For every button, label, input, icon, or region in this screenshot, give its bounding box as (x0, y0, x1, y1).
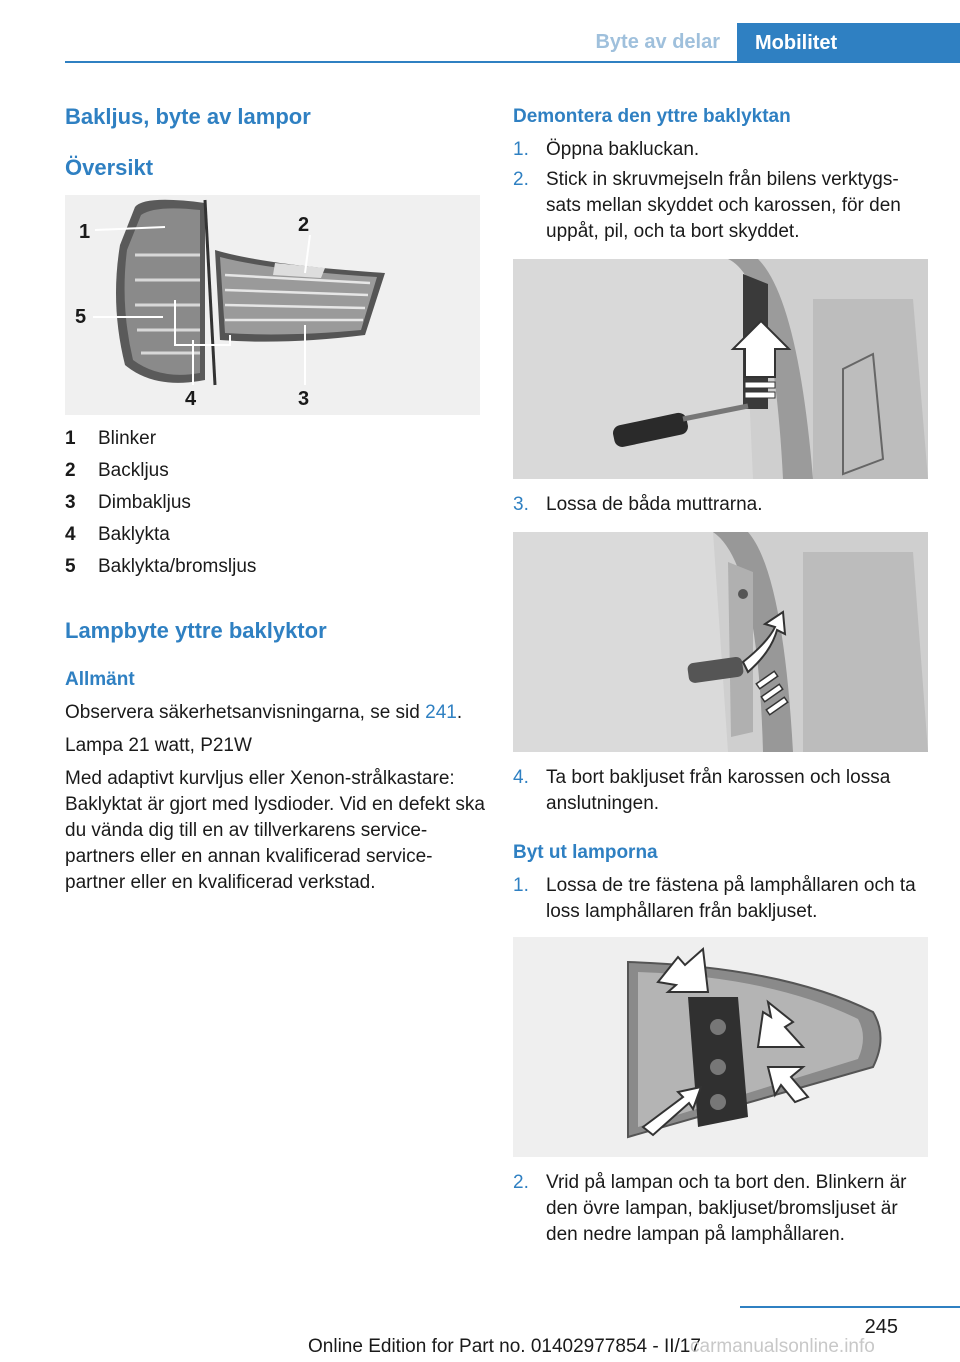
header-section-title: Byte av delar (595, 31, 720, 53)
callout-1: 1 (79, 221, 91, 243)
legend-label: Backljus (98, 460, 169, 481)
legend-number: 5 (65, 556, 76, 577)
legend-number: 3 (65, 492, 76, 513)
watermark: carmanualsonline.info (690, 1336, 875, 1357)
general-heading: Allmänt (65, 669, 135, 690)
legend-number: 4 (65, 524, 76, 545)
footer-rule (740, 1306, 960, 1308)
safety-note (65, 700, 485, 726)
safety-text: Observera säkerhetsanvisningarna, se sid (65, 702, 420, 723)
header-chapter-tab: Mobilitet (737, 23, 960, 63)
remove-heading: Demontera den yttre baklyktan (513, 106, 791, 127)
remove-step-1 (513, 137, 928, 163)
legend-label: Blinker (98, 428, 157, 449)
remove-step-2 (513, 167, 928, 245)
step-text: Ta bort bakljuset från karossen och lossa anslutningen. (546, 767, 891, 814)
callout-3: 3 (298, 388, 310, 410)
step-number: 4. (513, 767, 529, 788)
legend-number: 2 (65, 460, 76, 481)
callout-2: 2 (298, 214, 310, 236)
page-title: Bakljus, byte av lampor (65, 104, 311, 129)
replace-heading: Byt ut lamporna (513, 842, 658, 863)
safety-end: . (456, 702, 463, 723)
step-number: 2. (513, 169, 529, 190)
lamp-holder-figure (513, 937, 928, 1157)
page-reference-link[interactable]: 241 (425, 702, 457, 723)
legend-number: 1 (65, 428, 76, 449)
step-number: 2. (513, 1172, 529, 1193)
step-number: 1. (513, 875, 529, 896)
page-number: 245 (864, 1316, 898, 1338)
step-text: Stick in skruvmejseln från bilens verktygs-sats mellan skyddet och karossen, för den uppåt, pil, och ta bort skyddet. (546, 169, 901, 242)
step-number: 1. (513, 139, 529, 160)
adaptive-lighting-note: Med adaptivt kurvljus eller Xenon-strålkastare: Baklyktat är gjort med lysdioder. Vid en defekt ska du vända dig till en av tillverkarens service-partners eller en annan kvalificerad service-partner eller en kvalificerad verkstad. (65, 768, 485, 893)
legend-label: Dimbakljus (98, 492, 191, 513)
step-text: Lossa de tre fästena på lamphållaren och ta loss lamphållaren från bakljuset. (546, 875, 916, 922)
legend-label: Baklykta/bromsljus (98, 556, 257, 577)
overview-heading: Översikt (65, 155, 154, 180)
step-text: Vrid på lampan och ta bort den. Blinkern är den övre lampan, bakljuset/bromsljuset är den nedre lampan på lamphållaren. (546, 1172, 907, 1245)
step-number: 3. (513, 494, 529, 515)
remove-step-4 (513, 765, 928, 817)
screwdriver-figure (513, 259, 928, 479)
replace-step-2 (513, 1170, 928, 1248)
edition-text: Online Edition for Part no. 01402977854 - II/17 (308, 1336, 701, 1357)
header-rule (65, 61, 960, 63)
callout-4: 4 (185, 388, 197, 410)
taillight-overview-figure (65, 195, 480, 415)
nuts-figure (513, 532, 928, 752)
legend-label: Baklykta (98, 524, 170, 545)
step-text: Lossa de båda muttrarna. (546, 494, 763, 515)
section-heading: Lampbyte yttre baklyktor (65, 618, 327, 643)
callout-5: 5 (75, 306, 87, 328)
lamp-spec: Lampa 21 watt, P21W (65, 735, 252, 756)
replace-step-1 (513, 873, 928, 925)
step-text: Öppna bakluckan. (546, 139, 700, 160)
remove-step-3 (513, 492, 928, 518)
